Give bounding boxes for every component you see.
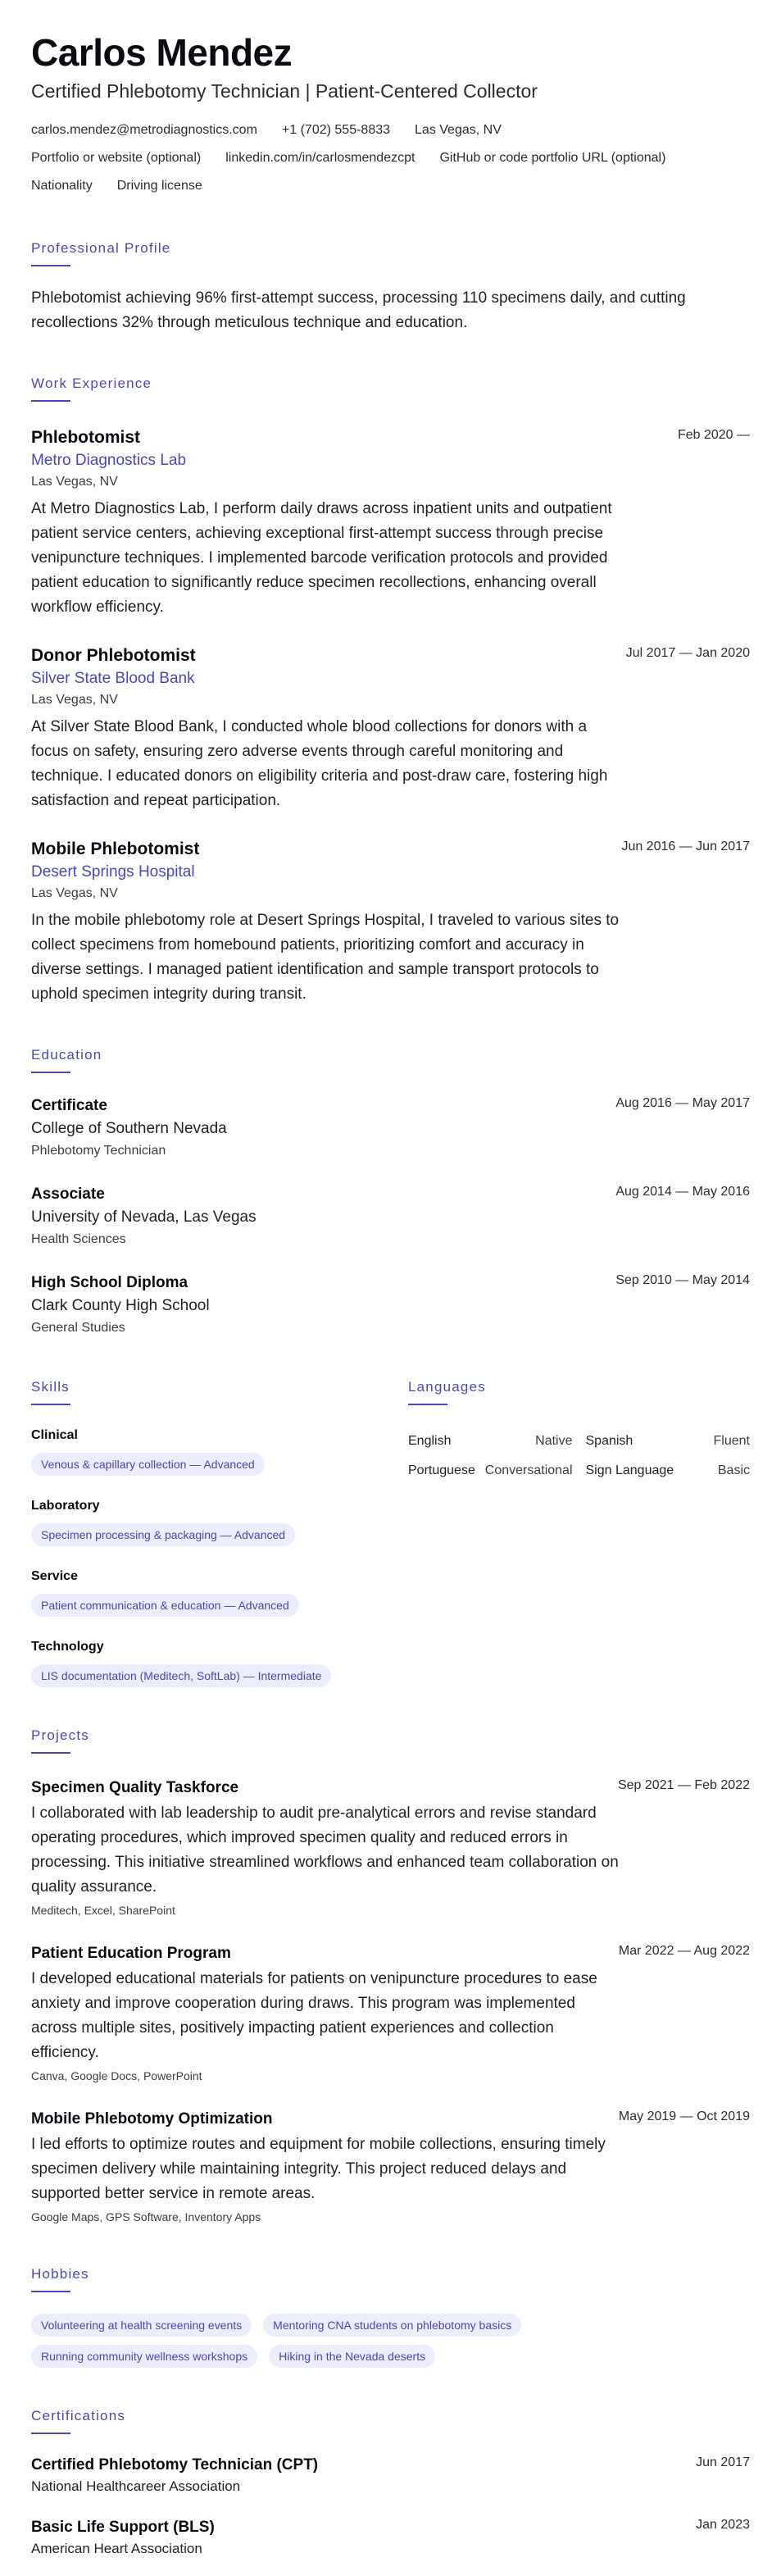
skills-section: [31, 1378, 408, 1687]
education-field: General Studies: [31, 1321, 125, 1335]
education-school: University of Nevada, Las Vegas: [31, 1208, 257, 1226]
contact-linkedin[interactable]: linkedin.com/in/carlosmendezcpt: [225, 151, 415, 165]
section-divider: [31, 2433, 70, 2434]
languages-section: [408, 1378, 750, 1687]
hobbies-section: [31, 2265, 750, 2368]
education-dates: Sep 2010 — May 2014: [615, 1273, 750, 1287]
skill-category: Service: [31, 1569, 78, 1583]
project-description: I led efforts to optimize routes and equipment for mobile collections, ensuring timely specimen delivery while maintaining integrity. This project reduced delays and supported better service in remote areas.: [31, 2136, 606, 2202]
contact-nationality: Nationality: [31, 179, 93, 193]
profile-section: [31, 239, 750, 335]
education-field: Phlebotomy Technician: [31, 1144, 166, 1158]
skill-chip: Venous & capillary collection — Advanced: [31, 1453, 265, 1476]
contact-github[interactable]: GitHub or code portfolio URL (optional): [439, 151, 666, 165]
experience-item: [31, 644, 750, 813]
education-dates: Aug 2014 — May 2016: [615, 1185, 750, 1199]
education-degree: Certificate: [31, 1097, 107, 1114]
project-item: [31, 1777, 750, 1919]
skill-chip: Patient communication & education — Advanced: [31, 1594, 299, 1617]
project-item: [31, 1942, 750, 2085]
experience-location: Las Vegas, NV: [31, 886, 118, 900]
language-name: English: [408, 1434, 452, 1448]
education-item: [31, 1095, 750, 1162]
experience-dates: Jul 2017 — Jan 2020: [625, 646, 750, 660]
hobby-chip: Hiking in the Nevada deserts: [269, 2345, 435, 2368]
skill-category: Laboratory: [31, 1499, 100, 1513]
contact-portfolio[interactable]: Portfolio or website (optional): [31, 151, 202, 165]
project-tools: Meditech, Excel, SharePoint: [31, 1904, 175, 1917]
language-level: Native: [535, 1434, 573, 1448]
certification-item: [31, 2516, 750, 2559]
section-divider: [31, 1404, 70, 1405]
projects-section: [31, 1727, 750, 2226]
certifications-section: [31, 2407, 750, 2559]
education-degree: High School Diploma: [31, 1274, 188, 1291]
experience-section: [31, 375, 750, 1007]
section-divider: [31, 1072, 70, 1073]
language-level: Fluent: [713, 1434, 750, 1448]
experience-dates: Jun 2016 — Jun 2017: [621, 840, 750, 853]
languages-grid: [408, 1427, 750, 1486]
hobby-chips: [31, 2305, 621, 2368]
certification-issuer: American Heart Association: [31, 2541, 202, 2556]
education-section: [31, 1046, 750, 1339]
resume-header: [31, 31, 750, 200]
project-tools: Canva, Google Docs, PowerPoint: [31, 2069, 202, 2082]
project-dates: Sep 2021 — Feb 2022: [617, 1778, 750, 1792]
candidate-name: Carlos Mendez: [31, 31, 293, 74]
section-title: Hobbies: [31, 2266, 89, 2282]
profile-summary: Phlebotomist achieving 96% first-attempt success, processing 110 specimens daily, and cutting recollections 32% through meticulous technique and education.: [31, 289, 686, 331]
hobby-chip: Mentoring CNA students on phlebotomy basics: [263, 2314, 521, 2337]
experience-location: Las Vegas, NV: [31, 475, 118, 489]
language-name: Portuguese: [408, 1463, 475, 1477]
project-name: Specimen Quality Taskforce: [31, 1779, 239, 1796]
experience-item: [31, 838, 750, 1007]
education-item: [31, 1272, 750, 1339]
experience-org: Metro Diagnostics Lab: [31, 452, 187, 469]
certification-name: Basic Life Support (BLS): [31, 2519, 215, 2536]
experience-role: Donor Phlebotomist: [31, 646, 196, 665]
hobby-chip: Running community wellness workshops: [31, 2345, 257, 2368]
language-name: Spanish: [585, 1434, 633, 1448]
certification-date: Jan 2023: [696, 2518, 750, 2532]
contact-extra: [31, 172, 750, 200]
skill-category: Clinical: [31, 1428, 78, 1442]
experience-item: [31, 426, 750, 620]
certification-item: [31, 2454, 750, 2496]
hobby-chip: Volunteering at health screening events: [31, 2314, 252, 2337]
section-title: Work Experience: [31, 375, 152, 391]
section-title: Skills: [31, 1379, 70, 1395]
section-title: Certifications: [31, 2408, 126, 2424]
project-name: Mobile Phlebotomy Optimization: [31, 2110, 273, 2128]
education-school: Clark County High School: [31, 1297, 210, 1314]
skills-languages-row: [31, 1378, 750, 1687]
language-item: [408, 1456, 573, 1486]
project-dates: May 2019 — Oct 2019: [618, 2109, 750, 2123]
section-divider: [408, 1404, 447, 1405]
language-item: [408, 1427, 573, 1456]
language-item: [586, 1427, 751, 1456]
education-item: [31, 1183, 750, 1250]
education-school: College of Southern Nevada: [31, 1120, 227, 1137]
language-item: [586, 1456, 751, 1486]
section-divider: [31, 400, 70, 402]
experience-org: Desert Springs Hospital: [31, 863, 195, 881]
experience-dates: Feb 2020 —: [677, 428, 750, 442]
section-title: Projects: [31, 1727, 90, 1743]
section-title: Professional Profile: [31, 240, 171, 256]
candidate-headline: Certified Phlebotomy Technician | Patient-Centered Collector: [31, 80, 538, 102]
skill-category: Technology: [31, 1640, 104, 1654]
project-name: Patient Education Program: [31, 1945, 231, 1962]
section-divider: [31, 265, 70, 266]
contact-driving-license: Driving license: [116, 179, 202, 193]
experience-org: Silver State Blood Bank: [31, 670, 195, 687]
experience-role: Phlebotomist: [31, 428, 141, 447]
certification-issuer: National Healthcareer Association: [31, 2478, 241, 2494]
education-dates: Aug 2016 — May 2017: [615, 1096, 750, 1110]
project-tools: Google Maps, GPS Software, Inventory Apps: [31, 2210, 261, 2223]
section-title: Languages: [408, 1379, 486, 1395]
skill-chip: Specimen processing & packaging — Advanced: [31, 1523, 295, 1546]
section-divider: [31, 1752, 70, 1754]
experience-location: Las Vegas, NV: [31, 693, 118, 707]
section-title: Education: [31, 1047, 102, 1063]
experience-description: At Silver State Blood Bank, I conducted whole blood collections for donors with a focus on safety, ensuring zero adverse events through careful monitoring and technique. I educated donors on eligibility criteria and post-draw care, fostering high satisfaction and repeat participation.: [31, 718, 608, 809]
skill-chip: LIS documentation (Meditech, SoftLab) — Intermediate: [31, 1664, 331, 1687]
project-description: I developed educational materials for patients on venipuncture procedures to ease anxiety and improve cooperation during draws. This program was implemented across multiple sites, positively impacting patient experiences and collection efficiency.: [31, 1970, 597, 2061]
certification-date: Jun 2017: [696, 2455, 750, 2469]
contact-phone[interactable]: +1 (702) 555-8833: [281, 123, 391, 137]
language-name: Sign Language: [585, 1463, 674, 1477]
language-level: Conversational: [484, 1463, 573, 1477]
project-description: I collaborated with lab leadership to audit pre-analytical errors and revise standard operating procedures, which improved specimen quality and reduced errors in processing. This initiative streamlined workflows and enhanced team collaboration on quality assurance.: [31, 1805, 619, 1896]
experience-role: Mobile Phlebotomist: [31, 840, 200, 858]
experience-description: At Metro Diagnostics Lab, I perform daily draws across inpatient units and outpatient patient service centers, achieving exceptional first-attempt success through precise venipuncture techniques. I implemented barcode verification protocols and provided patient education to significantly reduce specimen recollections, enhancing overall workflow efficiency.: [31, 500, 612, 616]
contact-links: [31, 144, 750, 172]
contact-location: Las Vegas, NV: [415, 123, 502, 137]
experience-description: In the mobile phlebotomy role at Desert Springs Hospital, I traveled to various sites to collect specimens from homebound patients, prioritizing comfort and accuracy in diverse settings. I managed patient identification and sample transport protocols to uphold specimen integrity during transit.: [31, 912, 620, 1003]
language-level: Basic: [717, 1463, 750, 1477]
contact-email[interactable]: carlos.mendez@metrodiagnostics.com: [31, 123, 257, 137]
education-degree: Associate: [31, 1186, 105, 1203]
certification-name: Certified Phlebotomy Technician (CPT): [31, 2456, 319, 2474]
project-dates: Mar 2022 — Aug 2022: [618, 1944, 750, 1958]
project-item: [31, 2108, 750, 2226]
contact-info: [31, 116, 750, 144]
section-divider: [31, 2291, 70, 2292]
education-field: Health Sciences: [31, 1232, 126, 1246]
